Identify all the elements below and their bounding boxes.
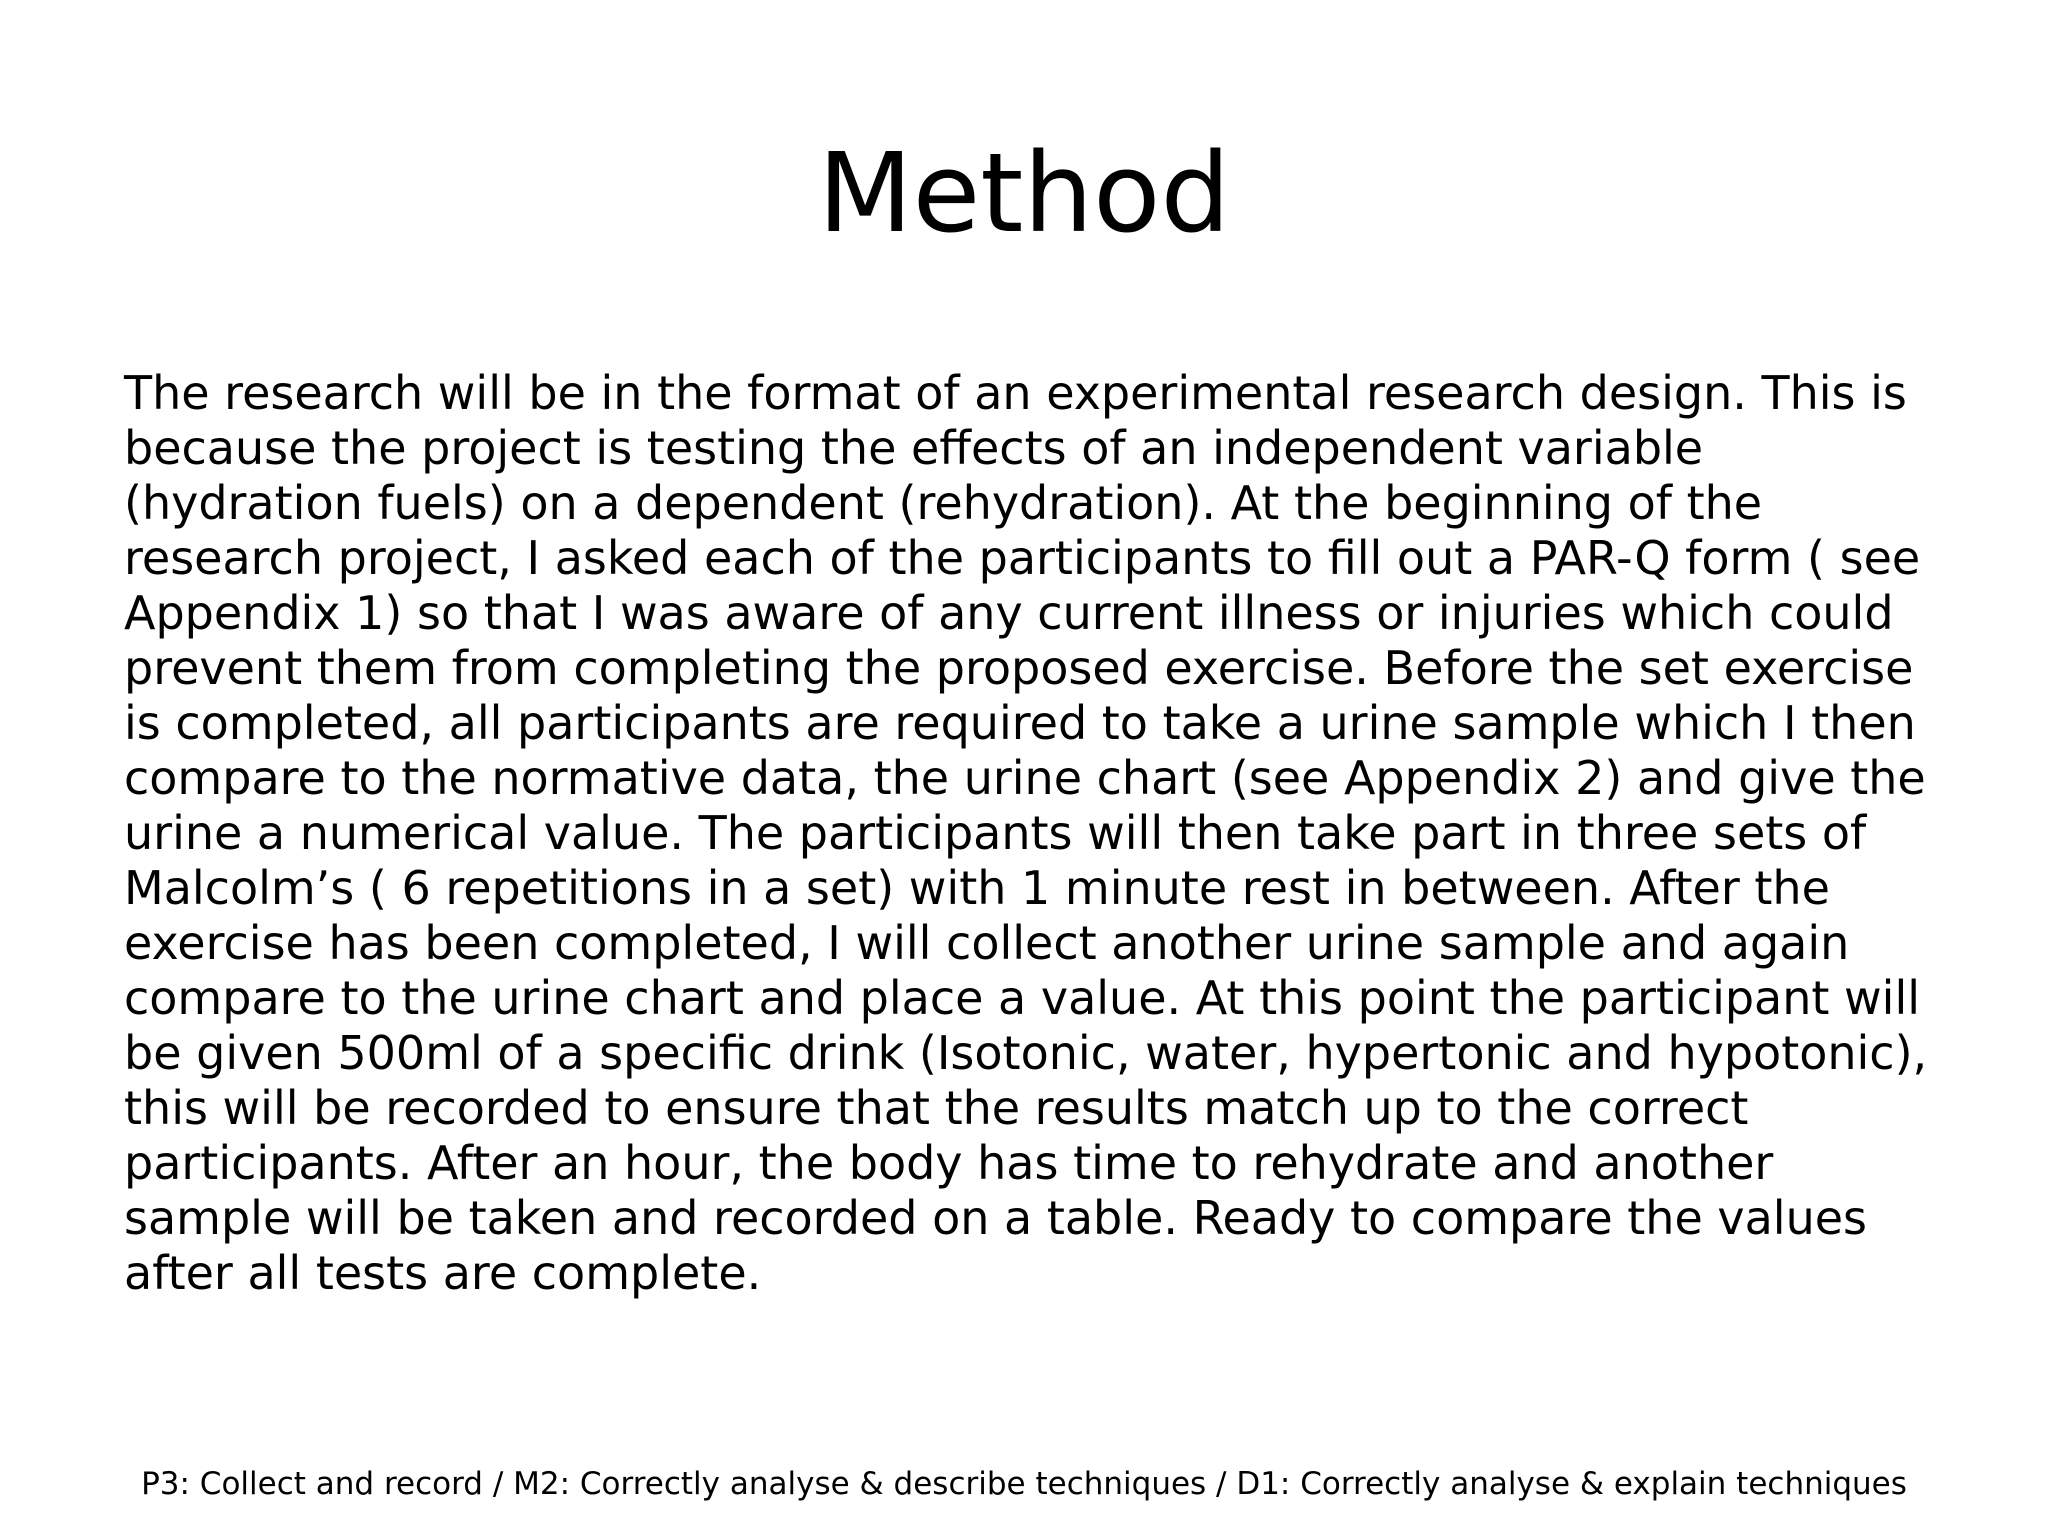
paragraph-line: prevent them from completing the proposed exercise. Before the set exercise — [124, 641, 1914, 695]
paragraph-line: urine a numerical value. The participants will then take part in three sets of — [124, 806, 1867, 860]
slide-footer: P3: Collect and record / M2: Correctly analyse & describe techniques / D1: Correctly analyse & explain techniques — [141, 1466, 1907, 1502]
paragraph-line: research project, I asked each of the participants to fill out a PAR-Q form ( see — [124, 531, 1921, 585]
paragraph-line: Appendix 1) so that I was aware of any current illness or injuries which could — [124, 586, 1894, 640]
paragraph-line: exercise has been completed, I will collect another urine sample and again — [124, 916, 1850, 970]
paragraph-line: be given 500ml of a specific drink (Isotonic, water, hypertonic and hypotonic), — [124, 1026, 1928, 1080]
paragraph-line: because the project is testing the effects of an independent variable — [124, 421, 1704, 475]
method-paragraph — [124, 366, 1954, 1301]
paragraph-line: sample will be taken and recorded on a table. Ready to compare the values — [124, 1191, 1867, 1245]
paragraph-line: compare to the normative data, the urine chart (see Appendix 2) and give the — [124, 751, 1926, 805]
paragraph-line: after all tests are complete. — [124, 1246, 762, 1300]
paragraph-line: Malcolm’s ( 6 repetitions in a set) with 1 minute rest in between. After the — [124, 861, 1830, 915]
paragraph-line: (hydration fuels) on a dependent (rehydration). At the beginning of the — [124, 476, 1763, 530]
paragraph-line: The research will be in the format of an experimental research design. This is — [124, 366, 1907, 420]
slide-title: Method — [817, 129, 1231, 257]
paragraph-line: participants. After an hour, the body has time to rehydrate and another — [124, 1136, 1774, 1190]
paragraph-line: is completed, all participants are required to take a urine sample which I then — [124, 696, 1916, 750]
paragraph-line: this will be recorded to ensure that the results match up to the correct — [124, 1081, 1749, 1135]
paragraph-line: compare to the urine chart and place a value. At this point the participant will — [124, 971, 1921, 1025]
